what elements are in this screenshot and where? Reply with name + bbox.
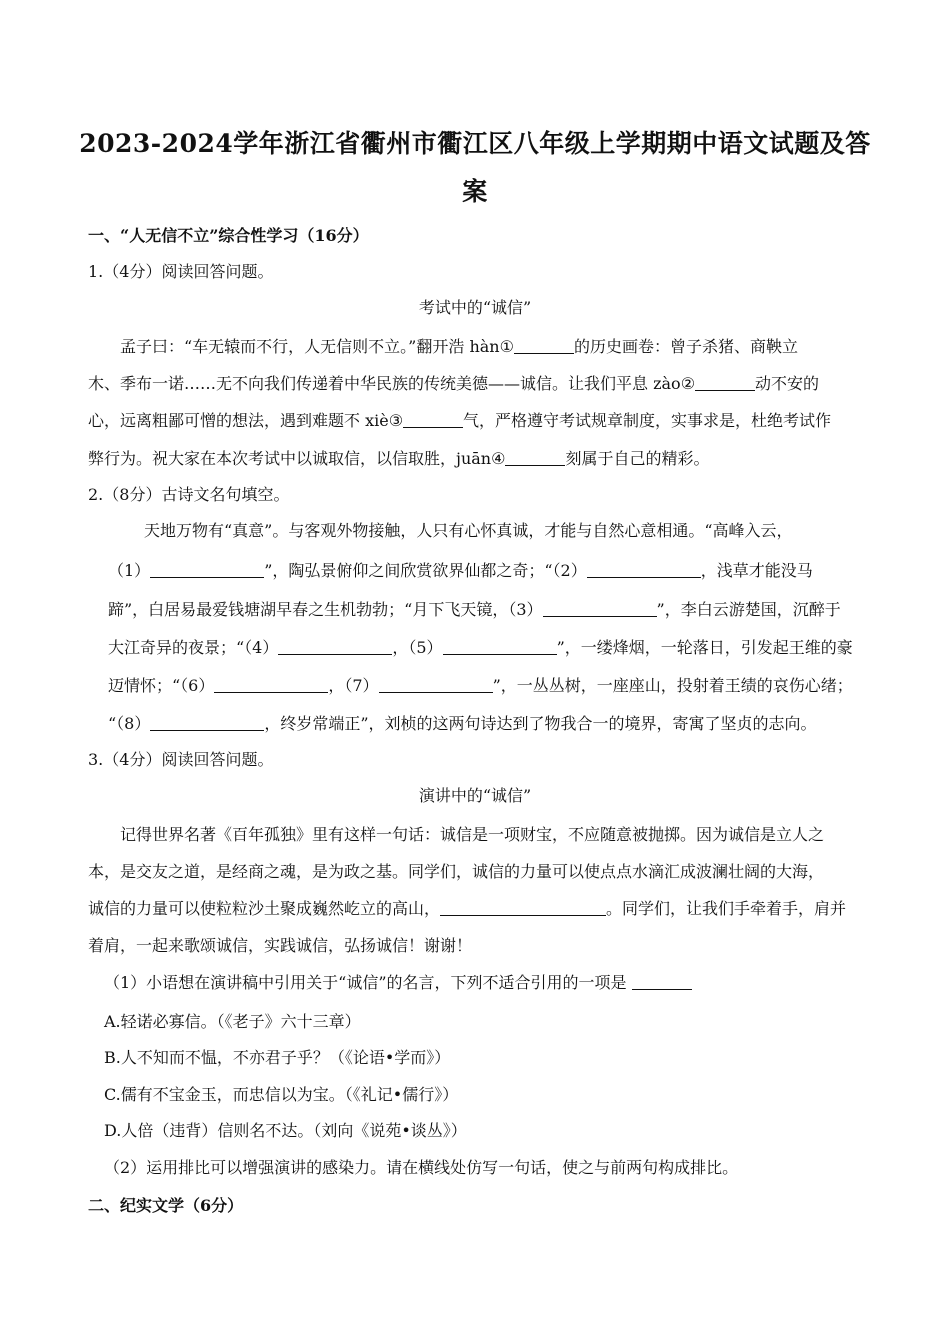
q1-paragraph-line2: 木、季布一诺……无不向我们传递着中华民族的传统美德——诚信。让我们平息 zào② 动不安的 <box>88 374 820 393</box>
q2-paragraph-line1: 天地万物有“真意”。与客观外物接触，人只有心怀真诚，才能与自然心意相通。“高峰入云， <box>144 521 793 540</box>
poem-blank-1 <box>150 561 264 578</box>
q2-paragraph-line4: 大江奇异的夜景；“（4） ，（5） ”，一缕烽烟，一轮落日，引发起王维的豪 <box>108 638 853 657</box>
q2-paragraph-line2: （1） ”，陶弘景俯仰之间欣赏欲界仙都之奇；“（2） ，浅草才能没马 <box>108 561 813 580</box>
q1-paragraph-line1: 孟子曰：“车无辕而不行，人无信则不立。”翻开浩 hàn① 的历史画卷：曾子杀猪、商鞅立 <box>120 337 798 356</box>
q2-paragraph-line5: 迈情怀；“（6） ，（7） ”，一丛丛树，一座座山，投射着王绩的哀伤心绪； <box>108 676 853 695</box>
q3-option-d: D.人倍（违背）信则名不达。（刘向《说苑•谈丛》） <box>104 1121 467 1140</box>
poem-blank-8 <box>150 714 264 731</box>
q3-paragraph-line2: 本，是交友之道，是经商之魂，是为政之基。同学们，诚信的力量可以使点点水滴汇成波澜壮阔的大海， <box>88 862 825 881</box>
q3-title: 演讲中的“诚信” <box>418 786 532 805</box>
poem-blank-6 <box>214 676 328 693</box>
q2-paragraph-line3: 蹄”，白居易最爱钱塘湖早春之生机勃勃；“月下飞天镜，（3） ”，李白云游楚国，沉醉于 <box>108 600 841 619</box>
q3-subquestion-1: （1）小语想在演讲稿中引用关于“诚信”的名言，下列不适合引用的一项是 <box>104 973 692 993</box>
poem-blank-2 <box>587 561 701 578</box>
q2-label: 2.（8分）古诗文名句填空。 <box>88 485 290 504</box>
doc-title-line2: 案 <box>462 177 488 206</box>
q3-option-a: A.轻诺必寡信。（《老子》六十三章） <box>104 1012 361 1031</box>
q3-paragraph-line1: 记得世界名著《百年孤独》里有这样一句话：诚信是一项财宝，不应随意被抛掷。因为诚信是立人之 <box>120 825 825 844</box>
blank-3 <box>403 411 463 428</box>
poem-blank-5 <box>443 638 557 655</box>
q1-title: 考试中的“诚信” <box>418 298 532 317</box>
q2-paragraph-line6: “（8） ，终岁常端正”，刘桢的这两句诗达到了物我合一的境界，寄寓了坚贞的志向。 <box>108 714 817 733</box>
poem-blank-3 <box>543 600 657 617</box>
blank-2 <box>695 374 755 391</box>
q3-paragraph-line4: 着肩，一起来歌颂诚信，实践诚信，弘扬诚信！谢谢！ <box>88 936 473 955</box>
parallel-blank <box>440 899 606 916</box>
q3-label: 3.（4分）阅读回答问题。 <box>88 750 274 769</box>
q3-paragraph-line3: 诚信的力量可以使粒粒沙土聚成巍然屹立的高山， 。同学们，让我们手牵着手，肩并 <box>88 899 847 918</box>
q1-paragraph-line3: 心，远离粗鄙可憎的想法，遇到难题不 xiè③ 气，严格遵守考试规章制度，实事求是，杜绝考试作 <box>88 411 832 430</box>
poem-blank-4 <box>278 638 392 655</box>
doc-title-line1: 2023-2024学年浙江省衢州市衢江区八年级上学期期中语文试题及答 <box>79 129 871 158</box>
q3-option-c: C.儒有不宝金玉，而忠信以为宝。（《礼记•儒行》） <box>104 1085 459 1104</box>
q1-paragraph-line4: 弊行为。祝大家在本次考试中以诚取信，以信取胜，juān④ 刻属于自己的精彩。 <box>88 449 710 468</box>
blank-1 <box>514 337 574 354</box>
q3-option-b: B.人不知而不愠，不亦君子乎？（《论语•学而》） <box>104 1048 451 1067</box>
q3-subquestion-2: （2）运用排比可以增强演讲的感染力。请在横线处仿写一句话，使之与前两句构成排比。 <box>104 1158 739 1177</box>
section2-heading: 二、纪实文学（6分） <box>88 1196 244 1215</box>
section1-heading: 一、“人无信不立”综合性学习（16分） <box>88 226 369 245</box>
poem-blank-7 <box>379 676 493 693</box>
answer-blank <box>632 973 692 990</box>
blank-4 <box>505 449 565 466</box>
q1-label: 1.（4分）阅读回答问题。 <box>88 262 274 281</box>
